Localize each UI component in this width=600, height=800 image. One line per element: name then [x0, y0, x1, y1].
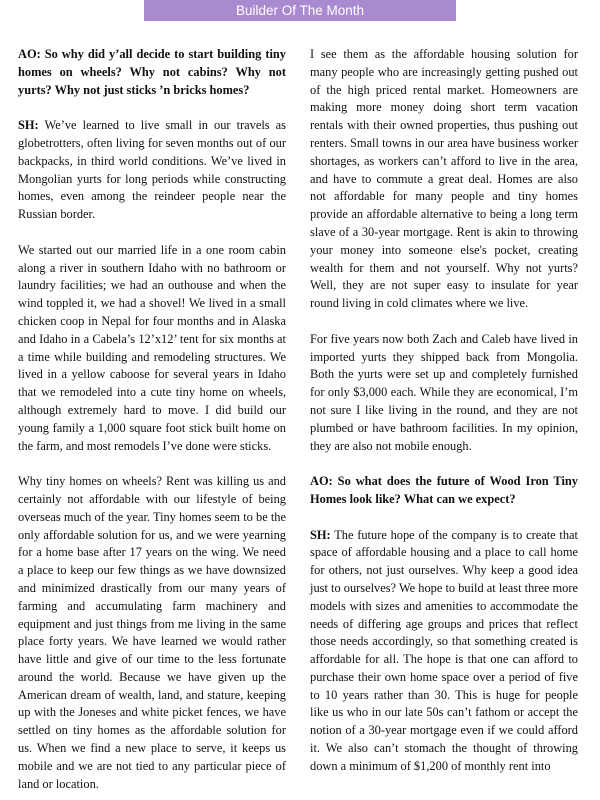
answer-1-speaker: SH:: [18, 118, 39, 133]
right-column: [310, 46, 578, 776]
paragraph-housing: I see them as the affordable housing solution for many people who are increasingly getting pushed out of the high priced rental market. Homeowners are making more money doing short term vacation rentals with their owned properties, thus pushing out renters. Small towns in our area have business worker shortages, as workers can’t afford to live in the area, and have to commute a great deal. Homes are also not affordable for many people and tiny homes provide an affordable alternative to being a long term slave of a 30-year mortgage. Rent is akin to throwing your money into someone else's pocket, creating wealth for them and not yourself. Why not yurts? Well, they are not super easy to insulate for year round living in cold climates where we live.: [310, 47, 578, 311]
section-banner: Builder Of The Month: [144, 0, 456, 21]
answer-2: [310, 527, 578, 776]
answer-1: [18, 117, 286, 224]
answer-2-text: The future hope of the company is to create that space of affordable housing and a place to call home for others, not just ourselves. Why keep a good idea just to ourselves? We hope to build at least three more models with sizes and amenities to accommodate the needs of differing age groups and prices that reflect those needs accordingly, so that something created is affordable for all. The hope is that one can afford to purchase their own home space over a period of five to 10 years rather than 30. This is huge for people like us who in our late 50s can’t fathom or accept the notion of a 30-year mortgage even if we could afford it. We also can’t stomach the thought of throwing down a minimum of $1,200 of monthly rent into: [310, 527, 578, 773]
answer-2-speaker: SH:: [310, 527, 331, 542]
paragraph-cabin: We started out our married life in a one room cabin along a river in southern Idaho with no bathroom or laundry facilities; we had an outhouse and when the wind toppled it, we had a shovel! We lived in a small chicken coop in Nepal for four months and in Alaska and Idaho in a Cabela’s 12’x12’ tent for six months at a time while building and remodeling structures. We lived in a yellow caboose for several years in Idaho that we remodeled into a cute tiny home on wheels, although extremely hard to move. I did build our young family a 1,000 square foot stick built home on the farm, and most remodels I’ve done were sticks.: [18, 242, 286, 453]
question-1: AO: So why did y’all decide to start building tiny homes on wheels? Why not cabins? Why not yurts? Why not just sticks ’n bricks homes?: [18, 47, 286, 97]
answer-1-text: We’ve learned to live small in our travels as globetrotters, often living for seven months out of our backpacks, in third world conditions. We’ve lived in Mongolian yurts for long periods while constructing homes, even among the reindeer people near the Russian border.: [18, 118, 286, 222]
paragraph-why-tiny: Why tiny homes on wheels? Rent was killing us and certainly not affordable with our lifestyle of being overseas much of the year. Tiny homes seem to be the only affordable solution for us, and we were yearning for a home base after 17 years on the wing. We need a place to keep our few things as we have downsized and minimized drastically from our many years of farming and accumulating farm machinery and equipment and just things from me living in the same place forty years. We have learned we would rather have little and give of our time to the less fortunate around the world. Because we have given up the American dream of wealth, land, and stature, keeping up with the Joneses and white picket fences, we have settled on tiny homes as the affordable solution for us. When we find a new place to serve, it keeps us mobile and we are not tied to any particular piece of land or location.: [18, 474, 286, 791]
question-2: AO: So what does the future of Wood Iron Tiny Homes look like? What can we expect?: [310, 474, 578, 506]
left-column: [18, 46, 286, 793]
paragraph-yurts: For five years now both Zach and Caleb have lived in imported yurts they shipped back from Mongolia. Both the yurts were set up and completely furnished for only $3,000 each. While they are economical, I’m not sure I like living in the round, and they are not plumbed or have bathroom facilities. In my opinion, they are also not mobile enough.: [310, 331, 578, 453]
